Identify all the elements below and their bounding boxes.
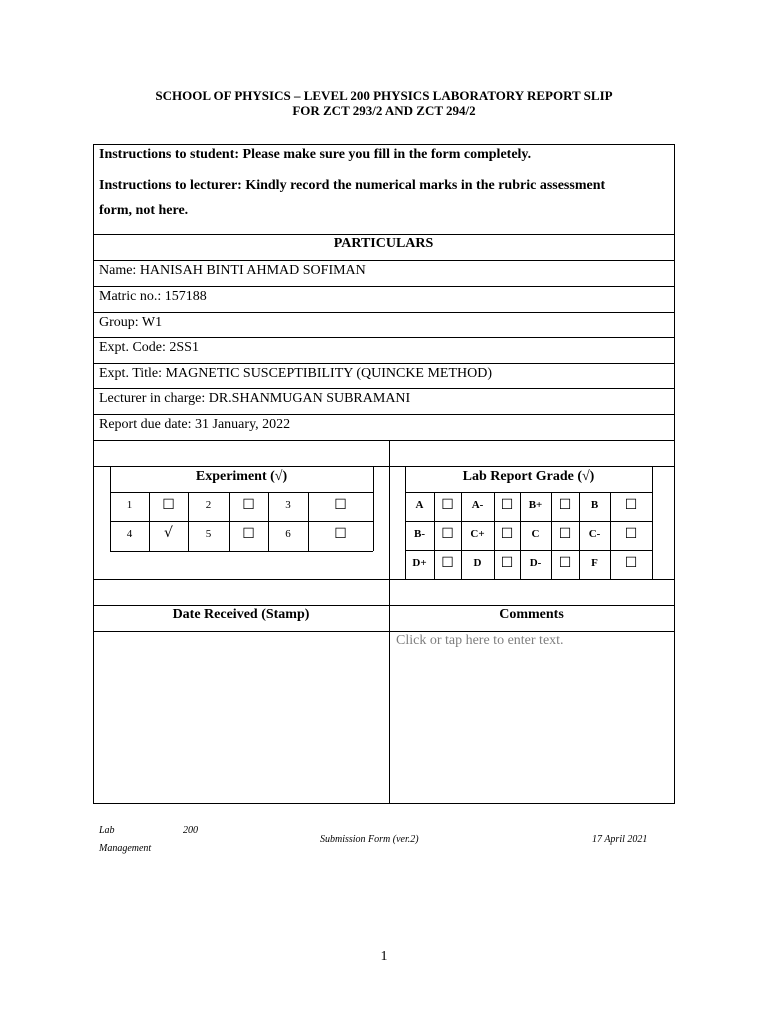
experiment-4-checkmark[interactable]: √ [164,525,173,541]
experiment-heading: Experiment (√) [195,469,288,484]
row-divider [93,337,674,338]
comments-field[interactable]: Click or tap here to enter text. [396,633,564,648]
grade-b-minus-checkbox[interactable]: ☐ [441,526,454,542]
expt-title: Expt. Title: MAGNETIC SUSCEPTIBILITY (QUINCKE METHOD) [99,366,493,381]
lecturer-instructions-line2: form, not here. [99,203,189,218]
grade-f-checkbox[interactable]: ☐ [624,555,638,571]
experiment-5-checkbox[interactable]: ☐ [242,526,255,542]
row-divider [93,579,674,580]
grade-c-plus-checkbox[interactable]: ☐ [500,526,514,542]
frame-right [674,144,675,804]
matric-number: Matric no.: 157188 [99,289,207,304]
footer-form-version: Submission Form (ver.2) [320,834,419,845]
footer-date: 17 April 2021 [592,834,648,845]
experiment-6-label: 6 [285,528,291,540]
experiment-table [110,466,373,551]
row-divider [93,440,674,441]
footer-management: Management [99,843,152,854]
grade-d-label: D [473,557,482,569]
grade-a-minus-checkbox[interactable]: ☐ [500,497,514,513]
grade-c-checkbox[interactable]: ☐ [558,526,572,542]
report-due-date: Report due date: 31 January, 2022 [99,417,291,432]
grade-c-minus-checkbox[interactable]: ☐ [624,526,638,542]
grade-c-plus-label: C+ [470,528,485,540]
grade-b-plus-label: B+ [528,499,543,511]
cell-border [373,466,374,551]
cell-border [405,521,652,522]
lecturer-in-charge: Lecturer in charge: DR.SHANMUGAN SUBRAMANI [99,391,411,406]
grade-d-minus-label: D- [529,557,542,569]
frame-bottom [93,803,674,804]
grade-b-minus-label: B- [414,528,425,540]
lecturer-instructions-line1: Instructions to lecturer: Kindly record the numerical marks in the rubric assessment [99,178,606,193]
grade-b-label: B [590,499,599,511]
form-title-line1: SCHOOL OF PHYSICS – LEVEL 200 PHYSICS LABORATORY REPORT SLIP [155,88,613,103]
grade-a-minus-label: A- [471,499,484,511]
experiment-6-checkbox[interactable]: ☐ [334,526,347,542]
grade-c-minus-label: C- [588,528,601,540]
student-name: Name: HANISAH BINTI AHMAD SOFIMAN [99,263,366,278]
report-slip-form [93,144,674,803]
date-received-stamp-area[interactable] [94,632,388,802]
cell-border [652,466,653,579]
frame-top [93,144,674,145]
experiment-1-checkbox[interactable]: ☐ [162,497,175,513]
row-divider [93,260,674,261]
grade-a-checkbox[interactable]: ☐ [441,497,454,513]
cell-border [405,550,652,551]
footer-lab: Lab [99,825,115,836]
grade-b-plus-checkbox[interactable]: ☐ [558,497,572,513]
row-divider [93,312,674,313]
footer-level: 200 [183,825,198,836]
grade-b-checkbox[interactable]: ☐ [624,497,638,513]
experiment-5-label: 5 [205,528,212,540]
form-title-line2: FOR ZCT 293/2 AND ZCT 294/2 [292,103,476,118]
row-divider [93,414,674,415]
comments-heading: Comments [499,607,564,622]
student-instructions: Instructions to student: Please make sure you fill in the form completely. [99,147,532,162]
row-divider [93,388,674,389]
grade-f-label: F [591,557,598,569]
grade-a-label: A [415,499,424,511]
experiment-2-checkbox[interactable]: ☐ [242,497,255,513]
experiment-1-label: 1 [126,499,133,511]
grade-d-plus-checkbox[interactable]: ☐ [441,555,454,571]
grade-c-label: C [531,528,540,540]
date-received-heading: Date Received (Stamp) [172,607,310,622]
grade-d-checkbox[interactable]: ☐ [500,555,514,571]
experiment-3-checkbox[interactable]: ☐ [334,497,347,513]
expt-code: Expt. Code: 2SS1 [99,340,199,355]
cell-border [405,492,652,493]
cell-border [110,551,373,552]
group: Group: W1 [99,315,163,330]
experiment-4-label: 4 [126,528,133,540]
row-divider [93,363,674,364]
grade-d-plus-label: D+ [412,557,427,569]
grade-heading: Lab Report Grade (√) [462,469,595,484]
row-divider [93,286,674,287]
experiment-3-label: 3 [285,499,291,511]
particulars-heading: PARTICULARS [333,236,434,251]
grade-table [405,466,652,579]
page-number: 1 [380,949,388,964]
experiment-2-label: 2 [205,499,212,511]
grade-d-minus-checkbox[interactable]: ☐ [558,555,572,571]
